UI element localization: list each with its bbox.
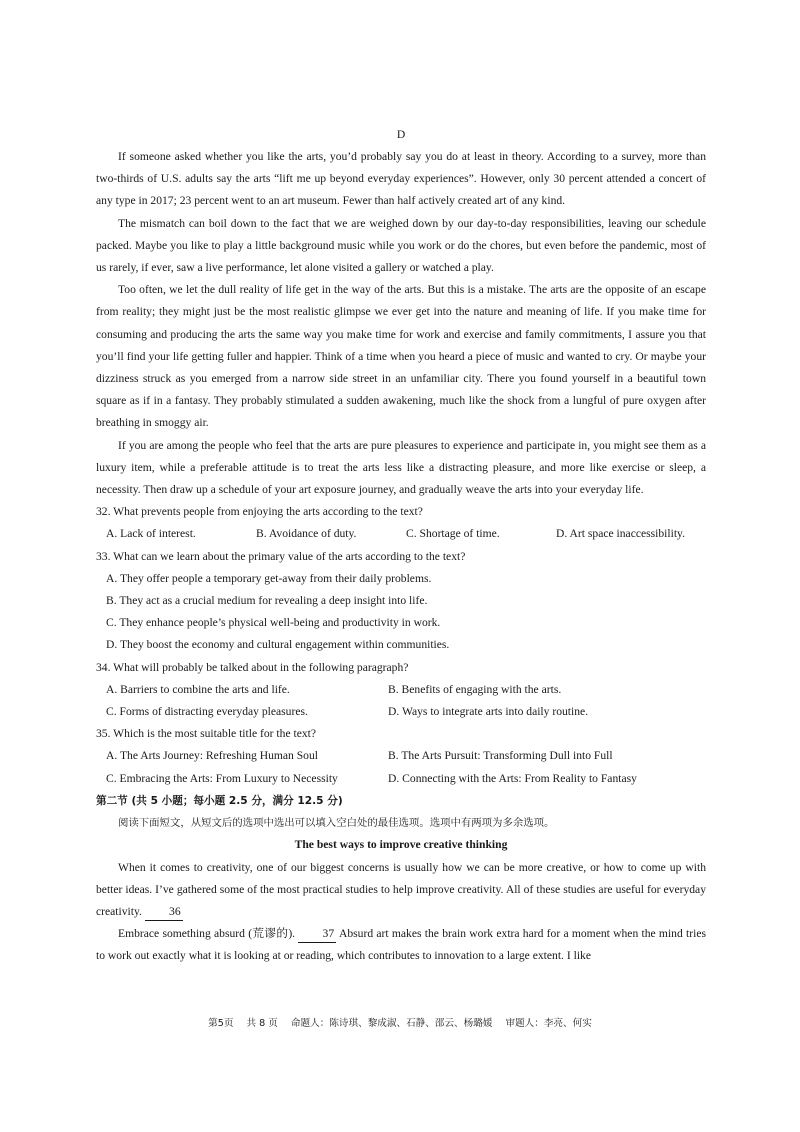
q34-option-a: A. Barriers to combine the arts and life. xyxy=(106,682,290,696)
q35-option-a: A. The Arts Journey: Refreshing Human Soul xyxy=(106,749,318,763)
passage-paragraph-3: Too often, we let the dull reality of life get in the way of the arts. But this is a mistake. The arts are the opposite of an escape from reality; they might just be the most realistic glimpse we ever get into the nature and meaning of life. If you make time for consuming and producing the arts the same way you make time for work and exercise and family commitments, I assure you that you’ll find your life getting fuller and happier. Think of a time when you heard a piece of music and wanted to cry. Or maybe your dizziness struck as you emerged from a narrow side street in an unfamiliar city. There you found yourself in a beautiful town square as if in a fantasy. They probably stimulated a sudden awakening, much like the shock from a lungful of pure oxygen after breathing in smoggy air. xyxy=(96,283,706,430)
article-paragraph-2 xyxy=(96,923,706,967)
q32-option-c: C. Shortage of time. xyxy=(406,527,500,541)
question-32-options xyxy=(96,523,706,545)
page-content xyxy=(96,124,706,968)
passage-paragraph-4: If you are among the people who feel that the arts are pure pleasures to experience and participate in, you might see them as a luxury item, while a preferable attitude is to treat the arts less like a distracting pleasure, and more like exercise or sleep, a necessity. Then draw up a schedule of your art exposure journey, and gradually weave the arts into your everyday life. xyxy=(96,438,706,497)
q35-option-c: C. Embracing the Arts: From Luxury to Necessity xyxy=(106,771,338,785)
page-footer xyxy=(0,1015,800,1029)
question-34-stem: 34. What will probably be talked about in the following paragraph? xyxy=(96,660,409,674)
q34-option-b: B. Benefits of engaging with the arts. xyxy=(388,682,562,696)
q34-option-c: C. Forms of distracting everyday pleasures. xyxy=(106,705,308,719)
passage-paragraph-1: If someone asked whether you like the arts, you’d probably say you do at least in theory. According to a survey, more than two-thirds of U.S. adults say the arts “lift me up beyond everyday experiences”. However, only 30 percent attended a concert of any type in 2017; 23 percent went to an art museum. Fewer than half actively created art of any kind. xyxy=(96,150,706,208)
q32-option-d: D. Art space inaccessibility. xyxy=(556,527,685,541)
article-title: The best ways to improve creative thinking xyxy=(294,838,508,852)
question-32-stem: 32. What prevents people from enjoying the arts according to the text? xyxy=(96,505,423,519)
passage-paragraph-2: The mismatch can boil down to the fact that we are weighed down by our day-to-day responsibilities, leaving our schedule packed. Maybe you like to play a little background music while you work or do the chores, but even before the pandemic, most of us rarely, if ever, saw a live performance, let alone visited a gallery or watched a play. xyxy=(96,216,706,275)
article-paragraph-1-text: When it comes to creativity, one of our biggest concerns is usually how we can be more creative, or how to come up with better ideas. I’ve gathered some of the most practical studies to help improve creativity. All of these studies are useful for everyday creativity. xyxy=(96,860,706,918)
section-letter: D xyxy=(396,128,406,141)
section-2-instruction: 阅读下面短文，从短文后的选项中选出可以填入空白处的最佳选项。选项中有两项为多余选项。 xyxy=(118,817,555,830)
footer-reviewers: 审题人：李亮、何实 xyxy=(505,1018,592,1029)
question-35-stem: 35. Which is the most suitable title for the text? xyxy=(96,727,317,741)
q35-option-d: D. Connecting with the Arts: From Reality to Fantasy xyxy=(388,771,637,785)
footer-total-pages: 共 8 页 xyxy=(246,1018,278,1029)
footer-page-number: 第5页 xyxy=(208,1018,234,1029)
q33-option-b: B. They act as a crucial medium for revealing a deep insight into life. xyxy=(106,594,428,608)
footer-authors: 命题人：陈诗琪、黎成淑、石静、邵云、杨璐媛 xyxy=(290,1018,493,1029)
q32-option-b: B. Avoidance of duty. xyxy=(256,527,357,541)
q33-option-c: C. They enhance people’s physical well-being and productivity in work. xyxy=(106,616,441,630)
article-paragraph-1 xyxy=(96,857,706,924)
question-34-options xyxy=(96,679,706,723)
q32-option-a: A. Lack of interest. xyxy=(106,527,196,541)
q34-option-d: D. Ways to integrate arts into daily routine. xyxy=(388,705,589,719)
question-35-options xyxy=(96,745,706,789)
q35-option-b: B. The Arts Pursuit: Transforming Dull into Full xyxy=(388,749,613,763)
q33-option-d: D. They boost the economy and cultural engagement within communities. xyxy=(106,638,450,652)
blank-37: 37 xyxy=(298,926,336,943)
article-paragraph-2-start: Embrace something absurd (荒谬的). xyxy=(118,927,296,941)
article-paragraph-2-rest: Absurd art makes the brain work extra hard for a moment when the mind tries to work out exactly what it is looking at or reading, which contributes to innovation to a large extent. I like xyxy=(96,927,706,963)
blank-36: 36 xyxy=(145,904,183,921)
section-2-heading: 第二节 (共 5 小题；每小题 2.5 分，满分 12.5 分) xyxy=(96,794,343,807)
q33-option-a: A. They offer people a temporary get-away from their daily problems. xyxy=(106,571,432,585)
question-33-stem: 33. What can we learn about the primary value of the arts according to the text? xyxy=(96,549,466,563)
